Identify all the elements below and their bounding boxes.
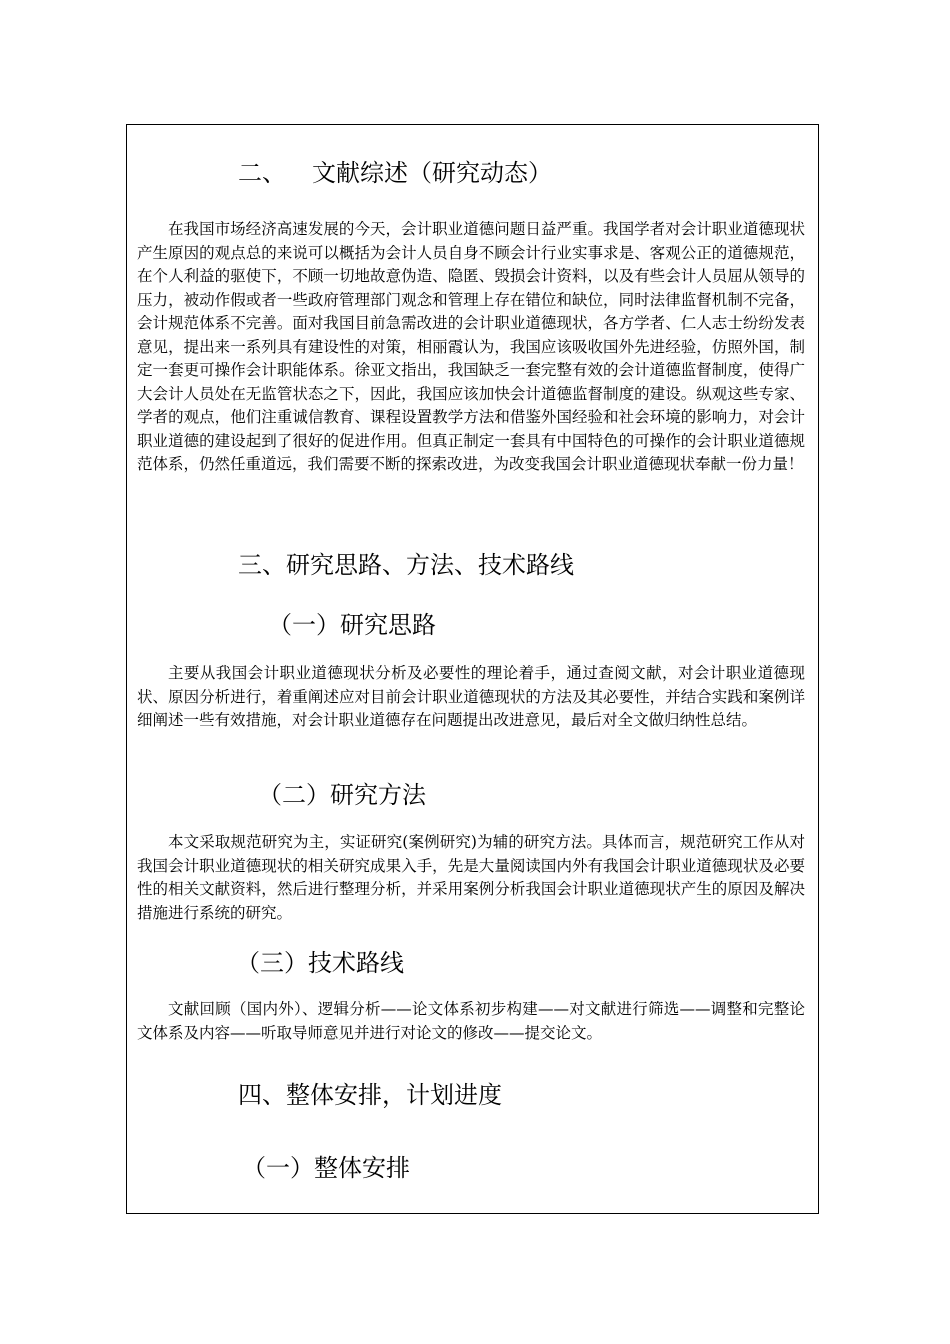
section-4-1-heading: （一）整体安排 — [242, 1154, 410, 1182]
section-2-title: 文献综述（研究动态） — [312, 159, 552, 187]
section-3-1-heading: （一）研究思路 — [268, 611, 436, 639]
section-2-number: 二、 — [238, 159, 286, 187]
section-3-2-body: 本文采取规范研究为主，实证研究(案例研究)为辅的研究方法。具体而言，规范研究工作从对我国会计职业道德现状的相关研究成果入手，先是大量阅读国内外有我国会计职业道德现状及必要性的相关文献资料，然后进行整理分析，并采用案例分析我国会计职业道德现状产生的原因及解决措施进行系统的研究。 — [137, 833, 805, 922]
section-3-3-heading: （三）技术路线 — [236, 949, 404, 977]
section-3-3-body: 文献回顾（国内外）、逻辑分析——论文体系初步构建——对文献进行筛选——调整和完整论文体系及内容——听取导师意见并进行对论文的修改——提交论文。 — [137, 1000, 805, 1042]
section-3-2-heading: （二）研究方法 — [258, 781, 426, 809]
section-3-1-body: 主要从我国会计职业道德现状分析及必要性的理论着手，通过查阅文献，对会计职业道德现状、原因分析进行，着重阐述应对目前会计职业道德现状的方法及其必要性，并结合实践和案例详细阐述一些有效措施，对会计职业道德存在问题提出改进意见，最后对全文做归纳性总结。 — [137, 664, 805, 729]
section-3-heading: 三、研究思路、方法、技术路线 — [238, 551, 574, 579]
section-2-body: 在我国市场经济高速发展的今天，会计职业道德问题日益严重。我国学者对会计职业道德现状产生原因的观点总的来说可以概括为会计人员自身不顾会计行业实事求是、客观公正的道德规范，在个人利益的驱使下，不顾一切地故意伪造、隐匿、毁损会计资料，以及有些会计人员屈从领导的压力，被动作假或者一些政府管理部门观念和管理上存在错位和缺位，同时法律监督机制不完备，会计规范体系不完善。面对我国目前急需改进的会计职业道德现状，各方学者、仁人志士纷纷发表意见，提出来一系列具有建设性的对策，相丽霞认为，我国应该吸收国外先进经验，仿照外国，制定一套更可操作会计职能体系。徐亚文指出，我国缺乏一套完整有效的会计道德监督制度，使得广大会计人员处在无监管状态之下，因此，我国应该加快会计道德监督制度的建设。纵观这些专家、学者的观点，他们注重诚信教育、课程设置教学方法和借鉴外国经验和社会环境的影响力，对会计职业道德的建设起到了很好的促进作用。但真正制定一套具有中国特色的可操作的会计职业道德规范体系，仍然任重道远，我们需要不断的探索改进，为改变我国会计职业道德现状奉献一份力量！ — [137, 220, 805, 473]
section-4-heading: 四、整体安排，计划进度 — [238, 1081, 502, 1109]
section-2-heading — [238, 158, 552, 188]
